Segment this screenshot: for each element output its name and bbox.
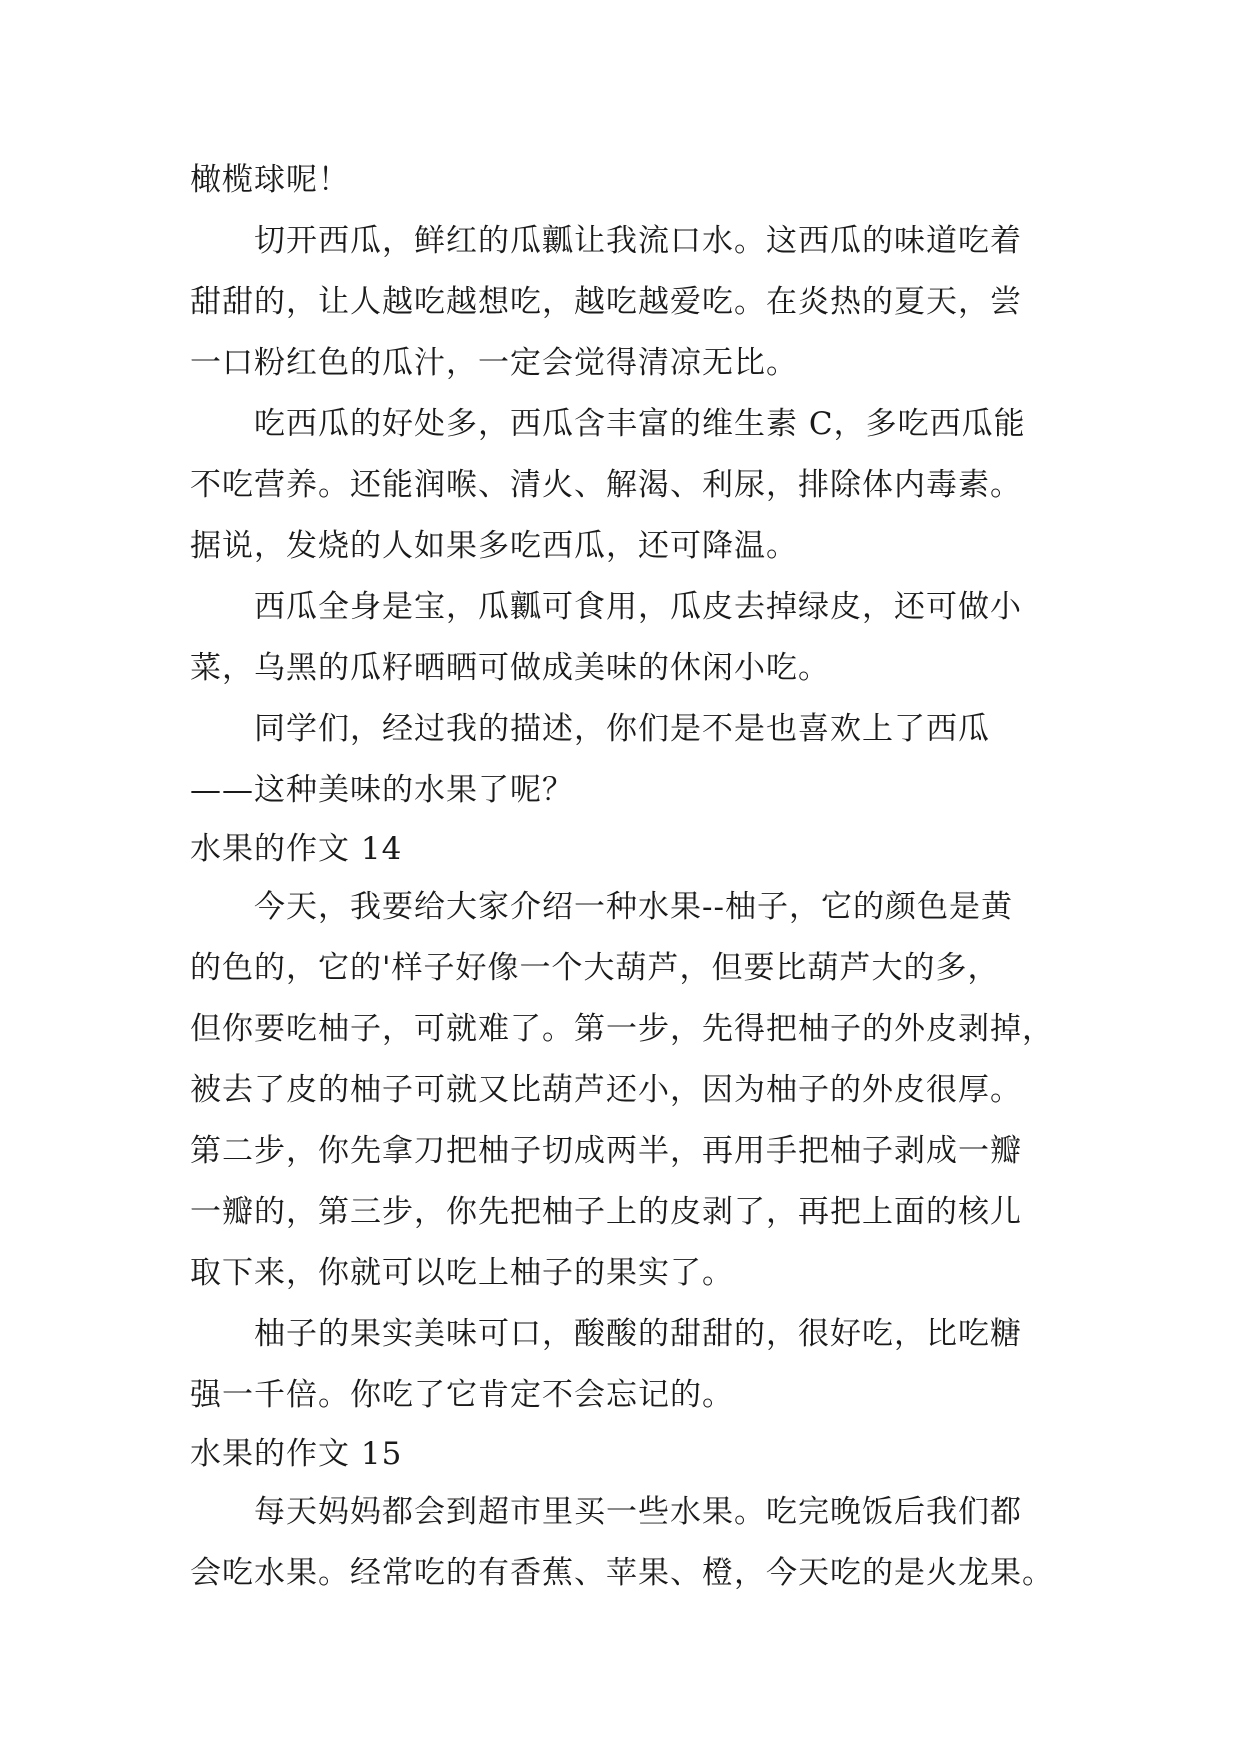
paragraph-line: 的色的，它的'样子好像一个大葫芦，但要比葫芦大的多， xyxy=(190,950,1000,986)
paragraph-line: 但你要吃柚子，可就难了。第一步，先得把柚子的外皮剥掉， xyxy=(190,1011,1054,1047)
paragraph-line: 今天，我要给大家介绍一种水果--柚子，它的颜色是黄 xyxy=(254,889,1013,925)
paragraph-line: 据说，发烧的人如果多吃西瓜，还可降温。 xyxy=(190,528,798,564)
paragraph-line: 同学们，经过我的描述，你们是不是也喜欢上了西瓜 xyxy=(254,711,990,747)
paragraph-line: 会吃水果。经常吃的有香蕉、苹果、橙，今天吃的是火龙果。 xyxy=(190,1555,1054,1591)
paragraph-line: 甜甜的，让人越吃越想吃，越吃越爱吃。在炎热的夏天，尝 xyxy=(190,284,1022,320)
paragraph-line: 菜，乌黑的瓜籽晒晒可做成美味的休闲小吃。 xyxy=(190,650,830,686)
paragraph-line: 柚子的果实美味可口，酸酸的甜甜的，很好吃，比吃糖 xyxy=(254,1316,1022,1352)
paragraph-line: 一瓣的，第三步，你先把柚子上的皮剥了，再把上面的核儿 xyxy=(190,1194,1022,1230)
paragraph-line: 不吃营养。还能润喉、清火、解渴、利尿，排除体内毒素。 xyxy=(190,467,1022,503)
paragraph-line: 西瓜全身是宝，瓜瓤可食用，瓜皮去掉绿皮，还可做小 xyxy=(254,589,1022,625)
paragraph-line: 切开西瓜，鲜红的瓜瓤让我流口水。这西瓜的味道吃着 xyxy=(254,223,1022,259)
paragraph-line: 第二步，你先拿刀把柚子切成两半，再用手把柚子剥成一瓣 xyxy=(190,1133,1022,1169)
paragraph-line: ——这种美味的水果了呢？ xyxy=(190,772,574,808)
document-body xyxy=(190,150,1052,1604)
paragraph-line: 取下来，你就可以吃上柚子的果实了。 xyxy=(190,1255,734,1291)
paragraph-line: 强一千倍。你吃了它肯定不会忘记的。 xyxy=(190,1377,734,1413)
paragraph-line: 吃西瓜的好处多，西瓜含丰富的维生素 C，多吃西瓜能 xyxy=(254,406,1026,442)
paragraph-line: 橄榄球呢！ xyxy=(190,162,350,198)
paragraph-line: 一口粉红色的瓜汁，一定会觉得清凉无比。 xyxy=(190,345,798,381)
paragraph-line: 每天妈妈都会到超市里买一些水果。吃完晚饭后我们都 xyxy=(254,1494,1022,1530)
paragraph-line: 被去了皮的柚子可就又比葫芦还小，因为柚子的外皮很厚。 xyxy=(190,1072,1022,1108)
section-heading: 水果的作文 15 xyxy=(190,1436,403,1472)
section-heading: 水果的作文 14 xyxy=(190,831,403,867)
